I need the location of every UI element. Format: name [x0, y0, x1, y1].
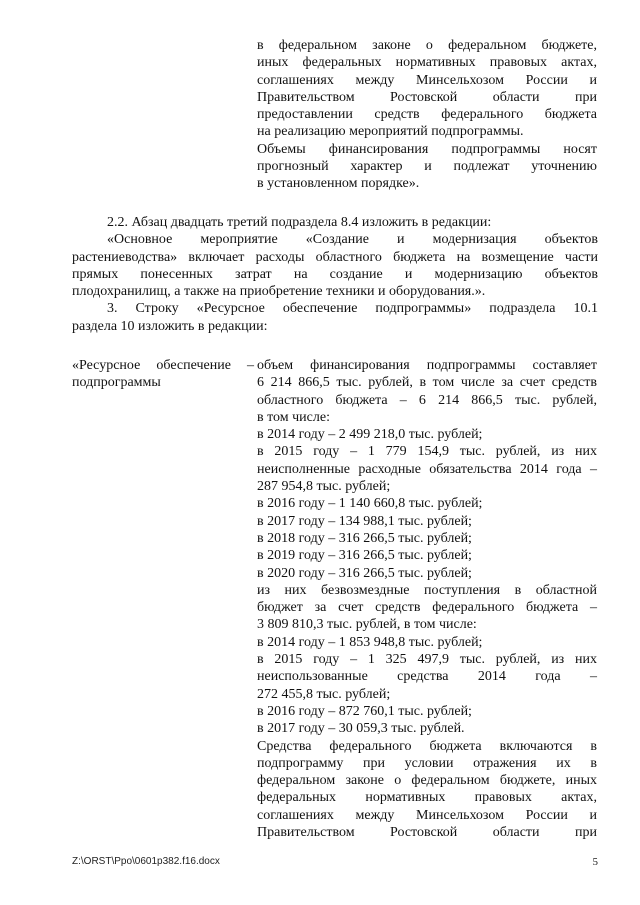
content-line: подпрограмму при условии отражения их в [257, 755, 597, 771]
content-line: объем финансирования подпрограммы составляет [257, 358, 597, 373]
content-line: в 2015 году – 1 779 154,9 тыс. рублей, из них [257, 444, 597, 460]
content-line: 272 455,8 тыс. рублей; [257, 686, 391, 702]
content-line: в 2017 году – 134 988,1 тыс. рублей; [257, 513, 472, 529]
page-number: 5 [592, 856, 598, 868]
content-line: в том числе: [257, 409, 330, 425]
text-line: «Основное мероприятие «Создание и модернизация объектов [107, 232, 598, 248]
content-line: Правительством Ростовской области при [257, 825, 597, 841]
text-line: Объемы финансирования подпрограммы носят [257, 141, 597, 157]
text-line: плодохранилищ, а также на приобретение техники и оборудования.». [72, 284, 486, 300]
resource-row-content [257, 357, 597, 841]
content-line: неиспользованные средства 2014 года – [257, 669, 597, 685]
content-line: в 2016 году – 872 760,1 тыс. рублей; [257, 703, 472, 719]
content-line: в 2015 году – 1 325 497,9 тыс. рублей, из них [257, 652, 597, 668]
text-line: прямых понесенных затрат на создание и модернизацию объектов [72, 266, 598, 282]
paragraph-heading: 2.2. Абзац двадцать третий подраздела 8.4 изложить в редакции: [107, 215, 492, 230]
text-line: раздела 10 изложить в редакции: [72, 318, 268, 334]
label-line: подпрограммы [72, 375, 161, 391]
content-line: соглашениях между Минсельхозом России и [257, 807, 597, 823]
text-line: прогнозный характер и подлежат уточнению [257, 159, 597, 175]
top-continuation-block [257, 37, 597, 193]
resource-row-label [72, 357, 254, 392]
text-line: на реализацию мероприятий подпрограммы. [257, 124, 524, 140]
content-line: в 2019 году – 316 266,5 тыс. рублей; [257, 548, 472, 564]
content-line: в 2014 году – 1 853 948,8 тыс. рублей; [257, 634, 483, 650]
text-line: растениеводства» включает расходы областного бюджета на возмещение части [72, 249, 598, 265]
text-line: иных федеральных нормативных правовых актах, [257, 55, 597, 71]
content-line: Средства федерального бюджета включаются в [257, 738, 597, 754]
content-line: в 2014 году – 2 499 218,0 тыс. рублей; [257, 427, 483, 443]
content-line: в 2016 году – 1 140 660,8 тыс. рублей; [257, 496, 483, 512]
paragraph-heading: 3. Строку «Ресурсное обеспечение подпрограммы» подраздела 10.1 [107, 301, 598, 317]
label-line: «Ресурсное обеспечение – [72, 358, 254, 373]
content-line: бюджет за счет средств федерального бюджета – [257, 600, 597, 616]
content-line: в 2017 году – 30 059,3 тыс. рублей. [257, 721, 465, 737]
content-line: неисполненные расходные обязательства 2014 года – [257, 461, 597, 477]
footer-file-path: Z:\ORST\Ppo\0601p382.f16.docx [72, 856, 220, 867]
text-line: Правительством Ростовской области при [257, 89, 597, 105]
content-line: из них безвозмездные поступления в областной [257, 582, 597, 598]
content-line: областного бюджета – 6 214 866,5 тыс. рублей, [257, 392, 597, 408]
content-line: в 2018 году – 316 266,5 тыс. рублей; [257, 530, 472, 546]
content-line: 3 809 810,3 тыс. рублей, в том числе: [257, 617, 477, 633]
content-line: 6 214 866,5 тыс. рублей, в том числе за счет средств [257, 375, 597, 391]
content-line: федеральном законе о федеральном бюджете, иных [257, 773, 597, 789]
content-line: в 2020 году – 316 266,5 тыс. рублей; [257, 565, 472, 581]
text-line: в федеральном законе о федеральном бюджете, [257, 38, 597, 53]
text-line: соглашениях между Минсельхозом России и [257, 72, 597, 88]
section-2-2-block [72, 214, 598, 335]
text-line: в установленном порядке». [257, 176, 420, 192]
content-line: федеральных нормативных правовых актах, [257, 790, 597, 806]
content-line: 287 954,8 тыс. рублей; [257, 479, 391, 495]
text-line: предоставлении средств федерального бюджета [257, 107, 597, 123]
